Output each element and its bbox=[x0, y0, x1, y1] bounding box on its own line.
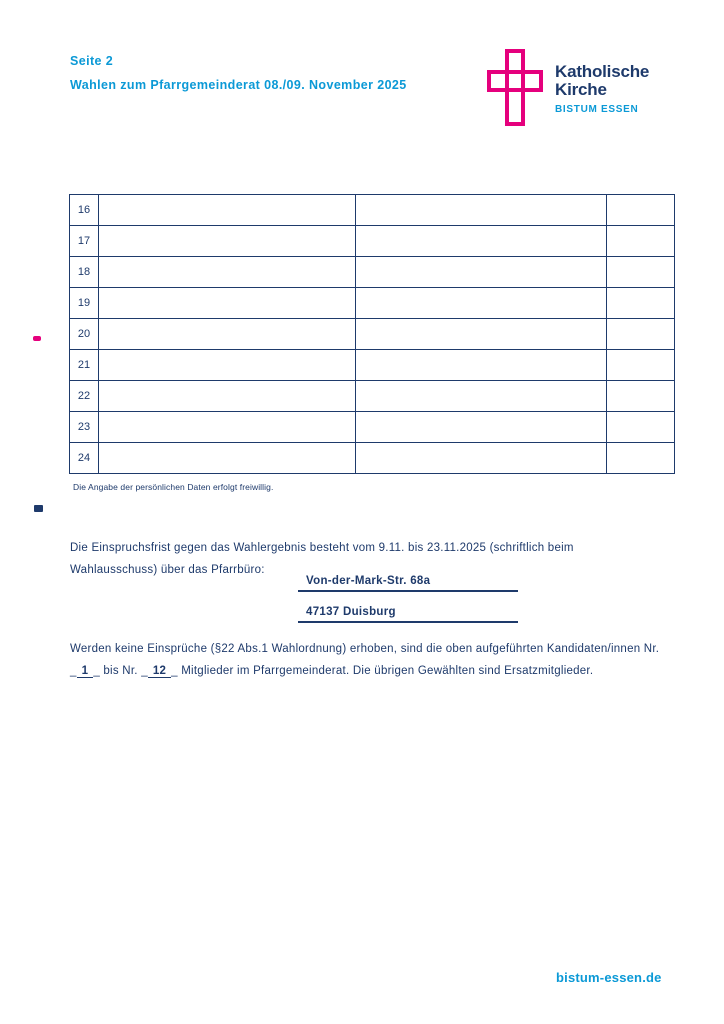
members-paragraph-seg1: Werden keine Einsprüche (§22 Abs.1 Wahlordnung) erhoben, sind die oben aufgeführten Kandidaten/innen Nr. _ bbox=[70, 643, 660, 677]
table-row bbox=[70, 226, 675, 257]
candidate-info-cell[interactable] bbox=[356, 412, 607, 443]
members-paragraph-seg2: _ bis Nr. _ bbox=[93, 665, 148, 677]
table-row bbox=[70, 350, 675, 381]
table-row bbox=[70, 195, 675, 226]
candidate-info-cell[interactable] bbox=[356, 257, 607, 288]
website-text: bistum-essen.de bbox=[556, 970, 662, 985]
page-number-label: Seite 2 bbox=[70, 54, 114, 68]
cross-icon bbox=[487, 49, 544, 126]
votes-cell[interactable] bbox=[607, 350, 675, 381]
candidate-name-cell[interactable] bbox=[99, 350, 356, 381]
candidate-info-cell[interactable] bbox=[356, 350, 607, 381]
row-number: 18 bbox=[70, 257, 99, 288]
votes-cell[interactable] bbox=[607, 226, 675, 257]
table-row bbox=[70, 288, 675, 319]
candidate-name-cell[interactable] bbox=[99, 443, 356, 474]
candidate-name-cell[interactable] bbox=[99, 412, 356, 443]
candidate-name-cell[interactable] bbox=[99, 257, 356, 288]
logo-subtitle: BISTUM ESSEN bbox=[555, 104, 639, 115]
candidate-name-cell[interactable] bbox=[99, 319, 356, 350]
row-number: 17 bbox=[70, 226, 99, 257]
page-header bbox=[70, 54, 407, 92]
votes-cell[interactable] bbox=[607, 381, 675, 412]
table-row bbox=[70, 257, 675, 288]
row-number: 20 bbox=[70, 319, 99, 350]
members-paragraph-seg3: _ Mitglieder im Pfarrgemeinderat. Die übrigen Gewählten sind Ersatzmitglieder. bbox=[171, 665, 594, 677]
candidate-info-cell[interactable] bbox=[356, 443, 607, 474]
row-number: 21 bbox=[70, 350, 99, 381]
candidate-name-cell[interactable] bbox=[99, 288, 356, 319]
table-caption: Die Angabe der persönlichen Daten erfolgt freiwillig. bbox=[73, 482, 274, 492]
pink-print-mark bbox=[33, 336, 41, 341]
row-number: 22 bbox=[70, 381, 99, 412]
member-to-field[interactable]: 12 bbox=[148, 665, 171, 678]
candidates-table bbox=[69, 194, 675, 474]
table-row bbox=[70, 412, 675, 443]
votes-cell[interactable] bbox=[607, 443, 675, 474]
candidate-info-cell[interactable] bbox=[356, 226, 607, 257]
logo-name-line1: Katholische bbox=[555, 62, 650, 81]
row-number: 24 bbox=[70, 443, 99, 474]
votes-cell[interactable] bbox=[607, 257, 675, 288]
table-row bbox=[70, 381, 675, 412]
candidate-name-cell[interactable] bbox=[99, 195, 356, 226]
candidate-name-cell[interactable] bbox=[99, 381, 356, 412]
row-number: 16 bbox=[70, 195, 99, 226]
candidate-name-cell[interactable] bbox=[99, 226, 356, 257]
city-field[interactable]: 47137 Duisburg bbox=[298, 605, 518, 623]
row-number: 23 bbox=[70, 412, 99, 443]
row-number: 19 bbox=[70, 288, 99, 319]
document-title: Wahlen zum Pfarrgemeinderat 08./09. November 2025 bbox=[70, 78, 407, 92]
candidate-info-cell[interactable] bbox=[356, 319, 607, 350]
votes-cell[interactable] bbox=[607, 288, 675, 319]
logo-name-line2: Kirche bbox=[555, 80, 607, 99]
members-paragraph bbox=[70, 638, 675, 682]
objection-period-paragraph: Die Einspruchsfrist gegen das Wahlergebnis besteht vom 9.11. bis 23.11.2025 (schriftlich beim Wahlausschuss) über das Pfarrbüro: bbox=[70, 542, 574, 576]
table-row bbox=[70, 443, 675, 474]
candidate-info-cell[interactable] bbox=[356, 288, 607, 319]
parish-office-address bbox=[298, 574, 518, 623]
candidate-info-cell[interactable] bbox=[356, 381, 607, 412]
street-field[interactable]: Von-der-Mark-Str. 68a bbox=[298, 574, 518, 592]
candidate-info-cell[interactable] bbox=[356, 195, 607, 226]
diocese-logo bbox=[555, 63, 649, 115]
votes-cell[interactable] bbox=[607, 319, 675, 350]
votes-cell[interactable] bbox=[607, 412, 675, 443]
navy-print-mark bbox=[34, 505, 43, 512]
votes-cell[interactable] bbox=[607, 195, 675, 226]
cross-vertical-bar bbox=[505, 49, 525, 126]
member-from-field[interactable]: 1 bbox=[77, 665, 94, 678]
table-row bbox=[70, 319, 675, 350]
